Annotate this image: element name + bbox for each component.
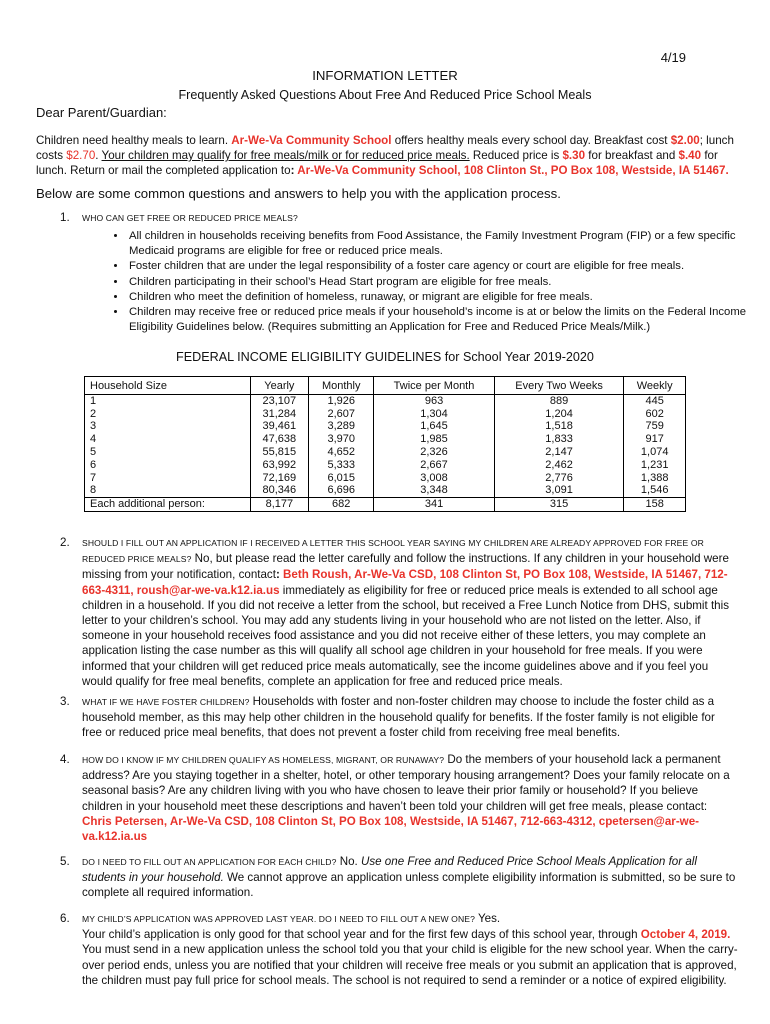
- cell: 4,652: [309, 446, 374, 459]
- column-header: Monthly: [309, 377, 374, 395]
- cell: 8,177: [250, 498, 309, 512]
- cell: 3: [85, 420, 251, 433]
- question-3: [82, 694, 738, 741]
- answer-text: We cannot approve an application unless complete eligibility information is submitted, so be sure to complete all required information.: [82, 871, 736, 900]
- list-item: • All children in households receiving benefits from Food Assistance, the Family Investment Program (FIP) or a few specific Medicaid programs are eligible for free or reduced price meals.: [127, 229, 753, 259]
- table-row: [85, 459, 686, 472]
- table-row: [85, 446, 686, 459]
- section-intro: Below are some common questions and answers to help you with the application process.: [36, 186, 561, 201]
- eligibility-list: [112, 229, 753, 335]
- intro-text: .: [95, 149, 102, 163]
- cell: 1,645: [374, 420, 495, 433]
- table-row: [85, 420, 686, 433]
- column-header: Household Size: [85, 377, 251, 395]
- intro-text: .: [725, 164, 729, 178]
- cell: 2,776: [494, 472, 624, 485]
- cell: 602: [624, 408, 686, 421]
- lunch-cost: $2.70: [66, 149, 96, 163]
- cell: 4: [85, 433, 251, 446]
- question-2: [82, 535, 738, 689]
- cell: 1,518: [494, 420, 624, 433]
- cell: 80,346: [250, 484, 309, 497]
- cell: 1: [85, 394, 251, 407]
- reduced-breakfast-price: $.30: [562, 149, 586, 163]
- cell: 23,107: [250, 394, 309, 407]
- table-header-row: [85, 377, 686, 395]
- letter-date: 4/19: [660, 50, 686, 65]
- intro-paragraph: [36, 133, 738, 179]
- cell: 1,926: [309, 394, 374, 407]
- question-text: DO I NEED TO FILL OUT AN APPLICATION FOR EACH CHILD?: [82, 857, 337, 867]
- cell: 8: [85, 484, 251, 497]
- answer-text: No, but please read the letter carefully and follow the instructions. If any children in your household were missing from your notification, contact: [82, 552, 729, 582]
- answer-text: Yes.: [474, 912, 501, 925]
- answer-text: .: [727, 928, 731, 942]
- intro-text: Children need healthy meals to learn.: [36, 134, 232, 147]
- greeting: Dear Parent/Guardian:: [36, 105, 167, 120]
- cell: 7: [85, 472, 251, 485]
- question-6: [82, 911, 738, 988]
- table-row: [85, 498, 686, 512]
- cell: 158: [624, 498, 686, 512]
- qualify-note: Your children may qualify for free meals/milk or for reduced price meals.: [101, 149, 470, 163]
- cell: 2,462: [494, 459, 624, 472]
- contact-info: Chris Petersen, Ar-We-Va CSD, 108 Clinton St, PO Box 108, Westside, IA 51467, 712-663-4312, cpetersen@ar-we-va.k12.ia.us: [82, 814, 700, 844]
- answer-text: Use one Free and Reduced Price School Meals Application for all students in your household.: [82, 855, 697, 885]
- answer-text: Households with foster and non-foster children may choose to include the foster child as a household member, as this may help other children in the household qualify for benefits. If the foster family is not eligible for free or reduced price meal benefits, that does not prevent a foster child from receiving free meal benefits.: [82, 695, 715, 740]
- page-subtitle: Frequently Asked Questions About Free And Reduced Price School Meals: [178, 88, 592, 102]
- table-row: [85, 394, 686, 407]
- cell: 39,461: [250, 420, 309, 433]
- cell: 759: [624, 420, 686, 433]
- intro-text: for lunch. Return or mail the completed application to: [36, 149, 718, 178]
- income-guidelines-table: [84, 376, 686, 512]
- cell: 2,667: [374, 459, 495, 472]
- question-5: [82, 854, 738, 901]
- cell: 55,815: [250, 446, 309, 459]
- cell: 682: [309, 498, 374, 512]
- answer-text: No.: [336, 855, 361, 868]
- cell: 6: [85, 459, 251, 472]
- cell: 6,696: [309, 484, 374, 497]
- question-number: 5.: [60, 855, 70, 868]
- cell: 3,970: [309, 433, 374, 446]
- intro-text: for breakfast and: [585, 149, 679, 163]
- cell: Each additional person:: [85, 498, 251, 512]
- cell: 2,147: [494, 446, 624, 459]
- question-number: 2.: [60, 536, 70, 549]
- cell: 3,348: [374, 484, 495, 497]
- contact-info: Beth Roush, Ar-We-Va CSD, 108 Clinton St, PO Box 108, Westside, IA 51467, 712-663-4311, roush@ar-we-va.k12.ia.us: [82, 568, 728, 597]
- deadline-date: October 4, 2019: [640, 928, 728, 942]
- table-row: [85, 408, 686, 421]
- cell: 917: [624, 433, 686, 446]
- cell: 5,333: [309, 459, 374, 472]
- question-number: 3.: [60, 695, 70, 708]
- intro-text: Reduced price is: [469, 149, 563, 163]
- answer-text: Do the members of your household lack a permanent address? Are you staying together in a shelter, hotel, or other temporary housing arrangement? Does your family relocate on a seasonal basis? Are any children living with you who have chosen to leave their prior family or household? If you believe children in your household meet these descriptions and haven’t been told your children will get free meals, please contact:: [82, 753, 730, 813]
- table-row: [85, 484, 686, 497]
- reduced-lunch-price: $.40: [678, 149, 702, 163]
- cell: 63,992: [250, 459, 309, 472]
- cell: 1,388: [624, 472, 686, 485]
- cell: 963: [374, 394, 495, 407]
- cell: 1,074: [624, 446, 686, 459]
- column-header: Twice per Month: [374, 377, 495, 395]
- cell: 2: [85, 408, 251, 421]
- cell: 3,289: [309, 420, 374, 433]
- column-header: Yearly: [250, 377, 309, 395]
- list-item: • Children participating in their school’s Head Start program are eligible for free meals.: [127, 275, 753, 290]
- list-item: • Children who meet the definition of homeless, runaway, or migrant are eligible for free meals.: [127, 290, 753, 305]
- cell: 315: [494, 498, 624, 512]
- cell: 445: [624, 394, 686, 407]
- question-number: 1.: [60, 211, 70, 224]
- cell: 1,231: [624, 459, 686, 472]
- question-number: 4.: [60, 753, 70, 766]
- question-text: MY CHILD’S APPLICATION WAS APPROVED LAST YEAR. DO I NEED TO FILL OUT A NEW ONE?: [82, 914, 475, 924]
- cell: 1,304: [374, 408, 495, 421]
- intro-text: :: [290, 164, 298, 178]
- intro-text: ; lunch costs: [36, 134, 734, 163]
- cell: 1,546: [624, 484, 686, 497]
- breakfast-cost: $2.00: [670, 134, 700, 147]
- cell: 3,008: [374, 472, 495, 485]
- table-row: [85, 433, 686, 446]
- cell: 31,284: [250, 408, 309, 421]
- cell: 2,326: [374, 446, 495, 459]
- intro-text: offers healthy meals every school day. Breakfast cost: [391, 134, 671, 147]
- table-title: FEDERAL INCOME ELIGIBILITY GUIDELINES for School Year 2019-2020: [176, 350, 594, 364]
- cell: 2,607: [309, 408, 374, 421]
- cell: 1,985: [374, 433, 495, 446]
- question-4: [82, 752, 738, 844]
- list-item: • Children may receive free or reduced price meals if your household’s income is at or below the limits on the Federal Income Eligibility Guidelines below. (Requires submitting an Application for Free and Reduced Price Meals/Milk.): [127, 305, 753, 335]
- cell: 1,833: [494, 433, 624, 446]
- question-1: WHO CAN GET FREE OR REDUCED PRICE MEALS?: [82, 213, 298, 223]
- cell: 5: [85, 446, 251, 459]
- cell: 889: [494, 394, 624, 407]
- column-header: Weekly: [624, 377, 686, 395]
- answer-text: :: [275, 568, 284, 582]
- question-text: HOW DO I KNOW IF MY CHILDREN QUALIFY AS HOMELESS, MIGRANT, OR RUNAWAY?: [82, 755, 445, 765]
- question-text: WHAT IF WE HAVE FOSTER CHILDREN?: [82, 697, 250, 707]
- answer-text: Your child’s application is only good for that school year and for the first few days of this school year, through: [82, 928, 641, 942]
- answer-text: immediately as eligibility for free or reduced price meals is extended to all school age children in a household. If you did not receive a letter from the school, but received a Free Lunch Notice from DHS, submit this letter to your children’s school. You may add any students living in your household who are not listed on the letter. Also, if someone in your household receives food assistance and you did not receive either of these letters, you may complete an application listing the case number as this will qualify all school age children in your household for free meals. If you were informed that your children will get reduced price meals automatically, see the income guidelines above and if you feel you would qualify for free meal benefits, complete an application for free and reduced price meals.: [82, 583, 729, 688]
- cell: 72,169: [250, 472, 309, 485]
- cell: 341: [374, 498, 495, 512]
- question-number: 6.: [60, 912, 70, 925]
- column-header: Every Two Weeks: [494, 377, 624, 395]
- answer-text: You must send in a new application unless the school told you that your child is eligible for the new school year. When the carry-over period ends, unless you are notified that your children will receive free meals or you submit an application that is approved, the children must pay full price for school meals. The school is not required to send a reminder or a notice of expired eligibility.: [82, 943, 738, 987]
- table-row: [85, 472, 686, 485]
- school-address: Ar-We-Va Community School, 108 Clinton St., PO Box 108, Westside, IA 51467: [297, 164, 726, 178]
- school-name: Ar-We-Va Community School: [231, 134, 392, 147]
- cell: 1,204: [494, 408, 624, 421]
- cell: 6,015: [309, 472, 374, 485]
- cell: 47,638: [250, 433, 309, 446]
- list-item: • Foster children that are under the legal responsibility of a foster care agency or court are eligible for free meals.: [127, 259, 753, 274]
- question-text: SHOULD I FILL OUT AN APPLICATION IF I RECEIVED A LETTER THIS SCHOOL YEAR SAYING MY CHILDREN ARE ALREADY APPROVED FOR FREE OR REDUCED PRICE MEALS?: [82, 538, 704, 565]
- page-title: INFORMATION LETTER: [312, 68, 458, 83]
- cell: 3,091: [494, 484, 624, 497]
